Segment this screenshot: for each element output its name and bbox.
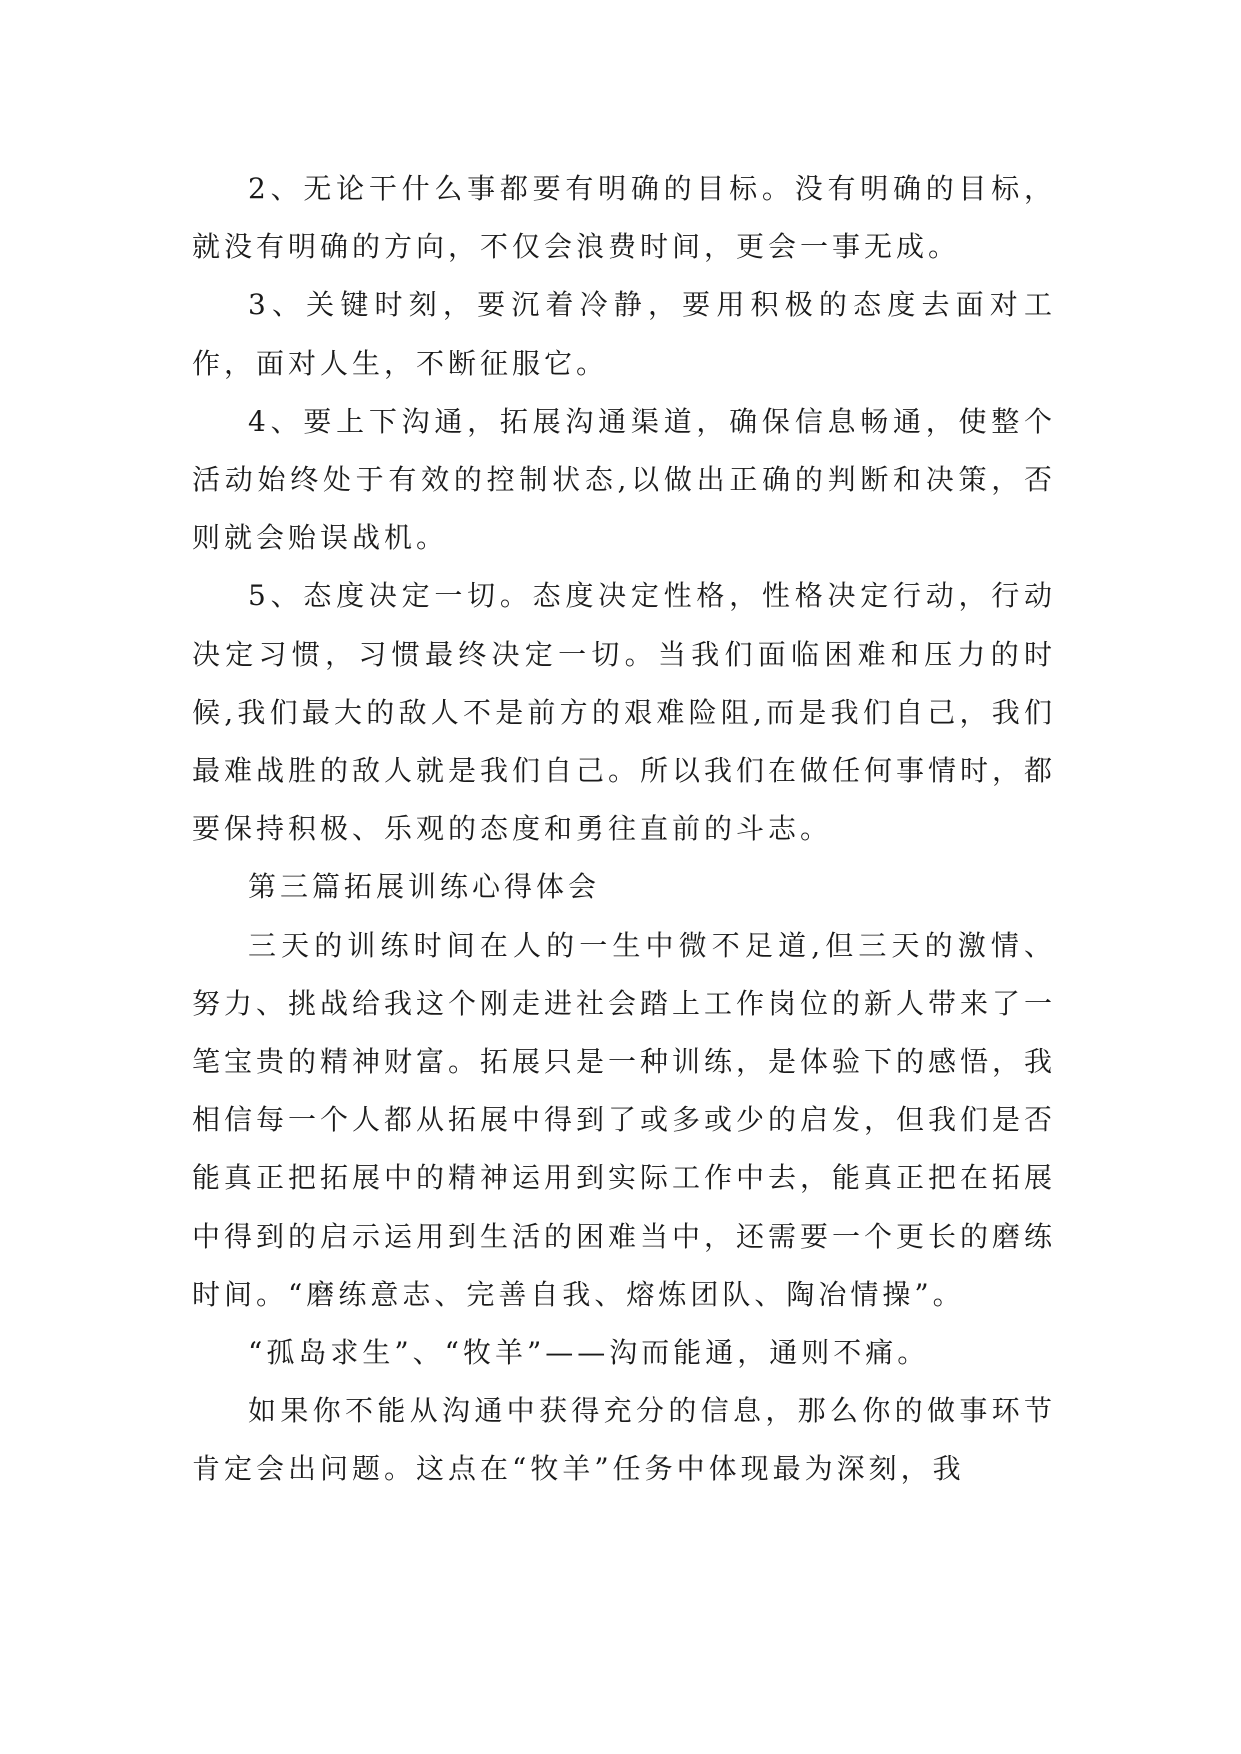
paragraph-training-intro: 三天的训练时间在人的一生中微不足道,但三天的激情、努力、挑战给我这个刚走进社会踏上工作岗位的新人带来了一笔宝贵的精神财富。拓展只是一种训练，是体验下的感悟，我相信每一个人都从拓展中得到了或多或少的启发，但我们是否能真正把拓展中的精神运用到实际工作中去，能真正把在拓展中得到的启示运用到生活的困难当中，还需要一个更长的磨练时间。“磨练意志、完善自我、熔炼团队、陶冶情操”。 xyxy=(192,928,1057,1311)
paragraph-point-5: 5、态度决定一切。态度决定性格，性格决定行动，行动决定习惯，习惯最终决定一切。当我们面临困难和压力的时候,我们最大的敌人不是前方的艰难险阻,而是我们自己，我们最难战胜的敌人就是我们自己。所以我们在做任何事情时，都要保持积极、乐观的态度和勇往直前的斗志。 xyxy=(192,579,1057,846)
document-body xyxy=(192,160,1056,1499)
paragraph-communication: 如果你不能从沟通中获得充分的信息，那么你的做事环节肯定会出问题。这点在“牧羊”任务中体现最为深刻，我 xyxy=(192,1394,1056,1486)
section-heading: 第三篇拓展训练心得体会 xyxy=(248,870,601,904)
paragraph-point-4: 4、要上下沟通，拓展沟通渠道，确保信息畅通，使整个活动始终处于有效的控制状态,以做出正确的判断和决策，否则就会贻误战机。 xyxy=(192,404,1056,555)
paragraph-point-3: 3、关键时刻，要沉着冷静，要用积极的态度去面对工作，面对人生，不断征服它。 xyxy=(192,288,1056,380)
paragraph-activity-title: “孤岛求生”、“牧羊”——沟而能通，通则不痛。 xyxy=(248,1336,930,1370)
paragraph-point-2: 2、无论干什么事都要有明确的目标。没有明确的目标，就没有明确的方向，不仅会浪费时间，更会一事无成。 xyxy=(192,172,1056,264)
